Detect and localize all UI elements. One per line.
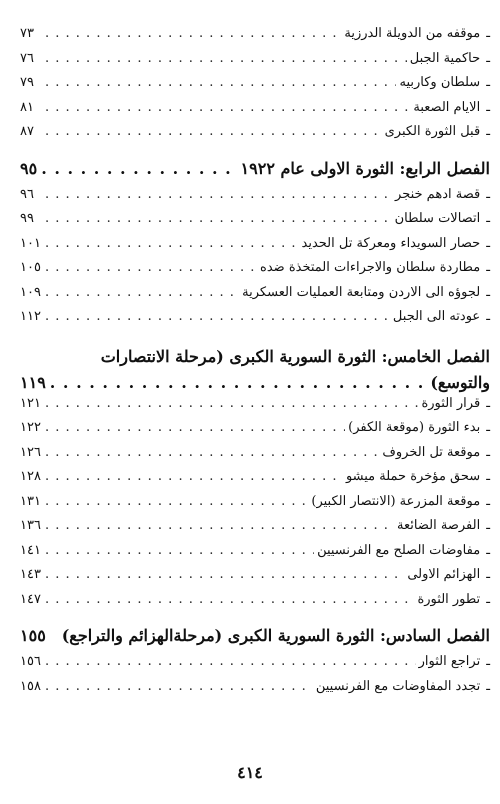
entry-page: ١٢٨ xyxy=(20,469,41,484)
leader-dots xyxy=(45,285,239,300)
toc-entry xyxy=(20,100,490,125)
leader-dots xyxy=(45,187,392,202)
toc-entry xyxy=(20,236,490,261)
table-of-contents xyxy=(20,26,490,703)
chapter-6-heading xyxy=(20,626,490,654)
toc-entry xyxy=(20,260,490,285)
entry-page: ١٣٦ xyxy=(20,518,41,533)
entry-dash: ـ xyxy=(486,395,490,411)
toc-entry xyxy=(20,51,490,76)
entry-title: مفاوضات الصلح مع الفرنسيين xyxy=(317,542,481,558)
leader-dots xyxy=(45,260,257,275)
leader-dots xyxy=(45,124,382,139)
toc-entry xyxy=(20,592,490,617)
entry-list-chapter-4 xyxy=(20,187,490,334)
leader-dots xyxy=(45,469,343,484)
toc-entry xyxy=(20,285,490,310)
leader-dots xyxy=(41,159,236,178)
toc-entry xyxy=(20,518,490,543)
leader-dots xyxy=(45,679,313,694)
toc-entry xyxy=(20,26,490,51)
entry-dash: ـ xyxy=(486,235,490,251)
entry-list-chapter-5 xyxy=(20,396,490,617)
entry-page: ١٥٨ xyxy=(20,678,41,694)
entry-page: ١٢٢ xyxy=(20,420,41,435)
toc-entry xyxy=(20,445,490,470)
entry-title: قبل الثورة الكبرى xyxy=(384,124,481,139)
entry-dash: ـ xyxy=(486,284,490,300)
leader-dots xyxy=(45,445,379,460)
chapter-4-heading xyxy=(20,159,490,187)
entry-page: ١٠١ xyxy=(20,235,41,251)
entry-title: حاكمية الجبل xyxy=(409,50,481,66)
entry-page: ١٤٧ xyxy=(20,591,41,607)
page-number: ٤١٤ xyxy=(237,763,263,782)
toc-entry xyxy=(20,211,490,236)
leader-dots xyxy=(45,51,407,66)
leader-dots xyxy=(45,654,416,669)
chapter-page: ١١٩ xyxy=(20,372,46,392)
toc-entry xyxy=(20,567,490,592)
entry-dash: ـ xyxy=(486,211,490,226)
entry-dash: ـ xyxy=(486,542,490,558)
entry-page: ٧٣ xyxy=(20,26,34,41)
leader-dots xyxy=(45,420,345,435)
entry-title: مطاردة سلطان والاجراءات المتخذة ضده xyxy=(260,260,481,275)
entry-title: موقفه من الدويلة الدرزية xyxy=(344,26,481,41)
entry-dash: ـ xyxy=(486,493,490,509)
leader-dots xyxy=(45,100,410,115)
toc-entry xyxy=(20,469,490,494)
entry-title: لجوؤه الى الاردن ومتابعة العمليات العسكرية xyxy=(242,284,481,300)
leader-dots xyxy=(45,518,394,533)
entry-title: تجدد المفاوضات مع الفرنسيين xyxy=(315,678,481,694)
entry-page: ١٢٦ xyxy=(20,444,41,460)
entry-title: عودته الى الجبل xyxy=(392,309,481,324)
toc-entry xyxy=(20,75,490,100)
entry-title: اتصالات سلطان xyxy=(394,211,481,226)
toc-entry xyxy=(20,124,490,149)
entry-title: قرار الثورة xyxy=(421,395,481,411)
chapter-page: ١٥٥ xyxy=(20,626,46,645)
entry-page: ١٠٥ xyxy=(20,260,41,275)
entry-page: ٩٩ xyxy=(20,211,34,226)
entry-dash: ـ xyxy=(486,124,490,139)
leader-dots xyxy=(45,75,396,90)
toc-entry xyxy=(20,420,490,445)
entry-dash: ـ xyxy=(486,99,490,115)
entry-page: ١٥٦ xyxy=(20,654,41,669)
entry-title: بدء الثورة (موقعة الكفر) xyxy=(348,420,481,435)
entry-dash: ـ xyxy=(486,260,490,275)
entry-title: موقعة تل الخروف xyxy=(382,444,481,460)
toc-entry xyxy=(20,396,490,421)
chapter-title-line1: الفصل الخامس: الثورة السورية الكبرى (مرحلة الانتصارات xyxy=(100,346,490,366)
leader-dots xyxy=(45,592,414,607)
entry-dash: ـ xyxy=(486,420,490,435)
chapter-5-heading xyxy=(20,344,490,396)
entry-title: سحق مؤخرة حملة ميشو xyxy=(345,469,481,484)
entry-dash: ـ xyxy=(486,591,490,607)
entry-page: ١٤١ xyxy=(20,542,41,558)
leader-dots xyxy=(45,26,341,41)
entry-dash: ـ xyxy=(486,567,490,582)
chapter-title: الفصل الرابع: الثورة الاولى عام ١٩٢٢ xyxy=(240,158,490,178)
entry-dash: ـ xyxy=(486,50,490,66)
entry-page: ١٠٩ xyxy=(20,284,41,300)
toc-entry xyxy=(20,187,490,212)
leader-dots xyxy=(45,543,314,558)
entry-title: تطور الثورة xyxy=(417,591,481,607)
entry-title: سلطان وكاربيه xyxy=(399,75,481,90)
entry-page: ٧٩ xyxy=(20,75,34,90)
leader-dots xyxy=(45,494,308,509)
entry-dash: ـ xyxy=(486,309,490,324)
entry-page: ١٢١ xyxy=(20,395,41,411)
entry-page: ٨٧ xyxy=(20,124,34,139)
entry-list-chapter-6 xyxy=(20,654,490,703)
entry-title: الفرصة الضائعة xyxy=(397,518,481,533)
entry-dash: ـ xyxy=(486,444,490,460)
chapter-page: ٩٥ xyxy=(20,158,38,178)
toc-entry xyxy=(20,679,490,704)
leader-dots xyxy=(45,236,299,251)
entry-title: قصة ادهم خنجر xyxy=(395,186,481,202)
entry-title: حصار السويداء ومعركة تل الحديد xyxy=(301,235,481,251)
entry-page: ١٤٣ xyxy=(20,567,41,582)
entry-title: تراجع الثوار xyxy=(418,654,481,669)
toc-entry xyxy=(20,309,490,334)
leader-dots xyxy=(45,567,404,582)
entry-page: ٨١ xyxy=(20,99,34,115)
toc-entry xyxy=(20,543,490,568)
entry-dash: ـ xyxy=(486,26,490,41)
entry-dash: ـ xyxy=(486,518,490,533)
leader-dots xyxy=(50,370,427,396)
entry-list-intro xyxy=(20,26,490,149)
leader-dots xyxy=(45,309,390,324)
entry-dash: ـ xyxy=(486,186,490,202)
entry-dash: ـ xyxy=(486,678,490,694)
entry-page: ١١٢ xyxy=(20,309,41,324)
toc-entry xyxy=(20,494,490,519)
entry-dash: ـ xyxy=(486,654,490,669)
entry-dash: ـ xyxy=(486,75,490,90)
toc-entry xyxy=(20,654,490,679)
entry-page: ١٣١ xyxy=(20,493,41,509)
entry-title: الايام الصعبة xyxy=(413,99,481,115)
leader-dots xyxy=(45,396,418,411)
entry-title: موقعة المزرعة (الانتصار الكبير) xyxy=(311,493,481,509)
entry-page: ٩٦ xyxy=(20,186,34,202)
leader-dots xyxy=(45,211,392,226)
chapter-title-line2: والتوسع) xyxy=(430,372,490,392)
entry-page: ٧٦ xyxy=(20,50,34,66)
entry-title: الهزائم الاولى xyxy=(407,567,481,582)
chapter-title: الفصل السادس: الثورة السورية الكبرى (مرحلةالهزائم والتراجع) xyxy=(61,626,490,645)
entry-dash: ـ xyxy=(486,469,490,484)
